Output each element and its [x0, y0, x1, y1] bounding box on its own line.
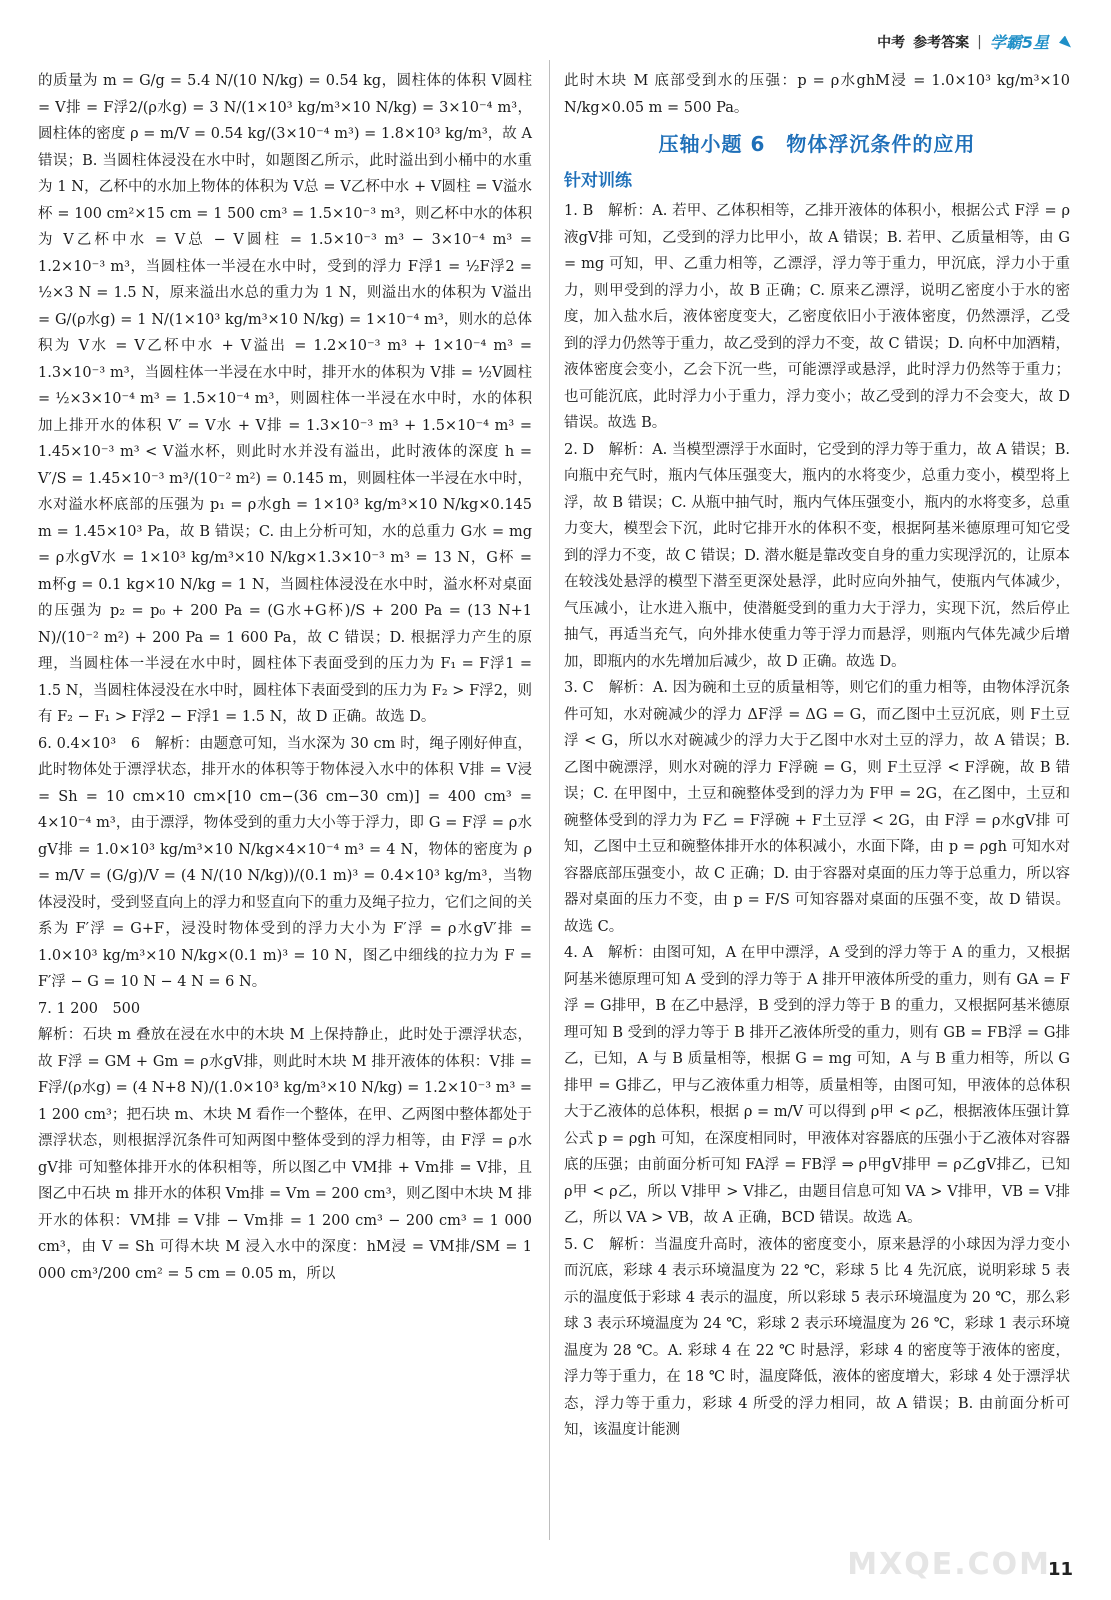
header-exam: 中考	[877, 34, 906, 51]
answer-item-2: 2. D 解析：A. 当模型漂浮于水面时，它受到的浮力等于重力，故 A 错误；B. 向瓶中充气时，瓶内气体压强变大，瓶内的水将变少，总重力变小，模型将上浮，故 B 错误；C. 从瓶中抽气时，瓶内气体压强变小，瓶内的水将变多，总重力变大，模型会下沉，此时它排开水的体积不变，根据阿基米德原理可知它受到的浮力不变，故 C 错误；D. 潜水艇是靠改变自身的重力实现浮沉的，让原本在较浅处悬浮的模型下潜至更深处悬浮，此时应向外抽气，使瓶内气体减少，气压减小，让水进入瓶中，使潜艇受到的重力大于浮力，实现下沉，然后停止抽气，再适当充气，向外排水使重力等于浮力而悬浮，则瓶内气体先减少后增加，即瓶内的水先增加后减少，故 D 正确。故选 D。	[564, 441, 1070, 670]
answer-item-4: 4. A 解析：由图可知，A 在甲中漂浮，A 受到的浮力等于 A 的重力，又根据阿基米德原理可知 A 受到的浮力等于 A 排开甲液体所受的重力，则有 GA = F浮 = G排甲，B 在乙中悬浮，B 受到的浮力等于 B 的重力，又根据阿基米德原理可知 B 受到的浮力等于 B 排开乙液体所受的重力，则有 GB = FB浮 = G排乙，已知，A 与 B 质量相等，根据 G = mg 可知，A 与 B 重力相等，所以 G排甲 = G排乙，甲与乙液体重力相等，质量相等，由图可知，甲液体的总体积大于乙液体的总体积，根据 ρ = m/V 可以得到 ρ甲 < ρ乙，根据液体压强计算公式 p = ρgh 可知，在深度相同时，甲液体对容器底的压强小于乙液体对容器底的压强；由前面分析可知 FA浮 = FB浮 ⇒ ρ甲gV排甲 = ρ乙gV排乙，已知 ρ甲 < ρ乙，所以 V排甲 > V排乙，由题目信息可知 VA > V排甲，VB = V排乙，所以 VA > VB，故 A 正确，BCD 错误。故选 A。	[564, 945, 1070, 1226]
answer-item-5: 5. C 解析：当温度升高时，液体的密度变小，原来悬浮的小球因为浮力变小而沉底，彩球 4 表示环境温度为 22 ℃，彩球 5 比 4 先沉底，说明彩球 5 表示的温度低于彩球 4 表示的温度，所以彩球 5 表示环境温度为 20 ℃，那么彩球 3 表示环境温度为 24 ℃，彩球 2 表示环境温度为 26 ℃，彩球 1 表示环境温度为 28 ℃。A. 彩球 4 在 22 ℃ 时悬浮，彩球 4 的密度等于液体的密度，浮力等于重力，在 18 ℃ 时，温度降低，液体的密度增大，彩球 4 处于漂浮状态，浮力等于重力，彩球 4 所受的浮力相同，故 A 错误；B. 由前面分析可知，该温度计能测	[564, 1236, 1070, 1438]
brand-pen-icon	[1059, 36, 1071, 48]
left-paragraph-4: 解析：石块 m 叠放在浸在水中的木块 M 上保持静止，此时处于漂浮状态，故 F浮 = GM + Gm = ρ水gV排，则此时木块 M 排开液体的体积：V排 = F浮/(ρ水g) = (4 N+8 N)/(1.0×10³ kg/m³×10 N/kg) = 1.2×10⁻³ m³ = 1 200 cm³；把石块 m、木块 M 看作一个整体，在甲、乙两图中整体都处于漂浮状态，则根据浮沉条件可知两图中整体受到的浮力相等，由 F浮 = ρ水gV排 可知整体排开水的体积相等，所以图乙中 VM排 + Vm排 = V排，且图乙中石块 m 排开水的体积 Vm排 = Vm = 200 cm³，则乙图中木块 M 排开水的体积：VM排 = V排 − Vm排 = 1 200 cm³ − 200 cm³ = 1 000 cm³，由 V = Sh 可得木块 M 浸入水中的深度：hM浸 = VM排/SM = 1 000 cm³/200 cm² = 5 cm = 0.05 m，所以	[38, 1027, 533, 1282]
sub-title: 针对训练	[564, 170, 632, 191]
page-header	[0, 0, 1111, 50]
left-paragraph-1: 的质量为 m = G/g = 5.4 N/(10 N/kg) = 0.54 kg，圆柱体的体积 V圆柱 = V排 = F浮2/(ρ水g) = 3 N/(1×10³ kg/m³×10 N/kg) = 3×10⁻⁴ m³，圆柱体的密度 ρ = m/V = 0.54 kg/(3×10⁻⁴ m³) = 1.8×10³ kg/m³，故 A 错误；B. 当圆柱体浸没在水中时，如题图乙所示，此时溢出到小桶中的水重为 1 N，乙杯中的水加上物体的体积为 V总 = V乙杯中水 + V圆柱 = V溢水杯 = 100 cm²×15 cm = 1 500 cm³ = 1.5×10⁻³ m³，则乙杯中水的体积为 V乙杯中水 = V总 − V圆柱 = 1.5×10⁻³ m³ − 3×10⁻⁴ m³ = 1.2×10⁻³ m³，当圆柱体一半浸在水中时，受到的浮力 F浮1 = ½F浮2 = ½×3 N = 1.5 N，原来溢出水总的重力为 1 N，则溢出水的体积为 V溢出 = G/(ρ水g) = 1 N/(1×10³ kg/m³×10 N/kg) = 1×10⁻⁴ m³，则水的总体积为 V水 = V乙杯中水 + V溢出 = 1.2×10⁻³ m³ + 1×10⁻⁴ m³ = 1.3×10⁻³ m³，当圆柱体一半浸在水中时，排开水的体积为 V排 = ½V圆柱 = ½×3×10⁻⁴ m³ = 1.5×10⁻⁴ m³，则圆柱体一半浸在水中时，水的体积加上排开水的体积 V′ = V水 + V排 = 1.3×10⁻³ m³ + 1.5×10⁻⁴ m³ = 1.45×10⁻³ m³ < V溢水杯，则此时水并没有溢出，此时液体的深度 h = V′/S = 1.45×10⁻³ m³/(10⁻² m²) = 0.145 m，则圆柱体一半浸在水中时，水对溢水杯底部的压强为 p₁ = ρ水gh = 1×10³ kg/m³×10 N/kg×0.145 m = 1.45×10³ Pa，故 B 错误；C. 由上分析可知，水的总重力 G水 = mg = ρ水gV水 = 1×10³ kg/m³×10 N/kg×1.3×10⁻³ m³ = 13 N，G杯 = m杯g = 0.1 kg×10 N/kg = 1 N，当圆柱体浸没在水中时，溢水杯对桌面的压强为 p₂ = p₀ + 200 Pa = (G水+G杯)/S + 200 Pa = (13 N+1 N)/(10⁻² m²) + 200 Pa = 1 600 Pa，故 C 错误；D. 根据浮力产生的原理，当圆柱体一半浸在水中时，圆柱体下表面受到的压力为 F₁ = F浮1 = 1.5 N，当圆柱体浸没在水中时，圆柱体下表面受到的压力为 F₂ > F浮2，则有 F₂ − F₁ > F浮2 − F浮1 = 1.5 N，故 D 正确。故选 D。	[38, 73, 532, 725]
answer-item-3: 3. C 解析：A. 因为碗和土豆的质量相等，则它们的重力相等，由物体浮沉条件可知，水对碗减少的浮力 ΔF浮 = ΔG = G，而乙图中土豆沉底，则 F土豆浮 < G，所以水对碗减少的浮力大于乙图中水对土豆的浮力，故 A 错误；B. 乙图中碗漂浮，则水对碗的浮力 F浮碗 = G，则 F土豆浮 < F浮碗，故 B 错误；C. 在甲图中，土豆和碗整体受到的浮力为 F甲 = 2G，在乙图中，土豆和碗整体受到的浮力为 F乙 = F浮碗 + F土豆浮 < 2G，由 F浮 = ρ水gV排 可知，乙图中土豆和碗整体排开水的体积减小，水面下降，由 p = ρgh 可知水对容器底部压强变小，故 C 正确；D. 由于容器对桌面的压力等于总重力，所以容器对桌面的压力不变，由 p = F/S 可知容器对桌面的压强不变，故 D 错误。故选 C。	[564, 680, 1070, 935]
header-brand: 学霸5星	[989, 33, 1049, 52]
right-intro: 此时木块 M 底部受到水的压强：p = ρ水ghM浸 = 1.0×10³ kg/m³×10 N/kg×0.05 m = 500 Pa。	[564, 73, 1070, 116]
header-text	[877, 30, 1071, 53]
left-paragraph-3: 7. 1 200 500	[38, 1000, 141, 1017]
left-column	[38, 68, 532, 1287]
section-title: 压轴小题 6 物体浮沉条件的应用	[658, 132, 976, 156]
column-divider	[549, 60, 550, 1540]
watermark: MXQE.COM	[847, 1547, 1051, 1582]
left-paragraph-2: 6. 0.4×10³ 6 解析：由题意可知，当水深为 30 cm 时，绳子刚好伸直，此时物体处于漂浮状态，排开水的体积等于物体浸入水中的体积 V排 = V浸 = Sh = 10 cm×10 cm×[10 cm−(36 cm−30 cm)] = 400 cm³ = 4×10⁻⁴ m³，由于漂浮，物体受到的重力大小等于浮力，即 G = F浮 = ρ水gV排 = 1.0×10³ kg/m³×10 N/kg×4×10⁻⁴ m³ = 4 N，物体的密度为 ρ = m/V = (G/g)/V = (4 N/(10 N/kg))/(0.1 m)³ = 0.4×10³ kg/m³，当物体浸没时，受到竖直向上的浮力和竖直向下的重力及绳子拉力，它们之间的关系为 F′浮 = G+F，浸没时物体受到的浮力大小为 F′浮 = ρ水gV′排 = 1.0×10³ kg/m³×10 N/kg×(0.1 m)³ = 10 N，图乙中细线的拉力为 F = F′浮 − G = 10 N − 4 N = 6 N。	[38, 735, 532, 990]
header-separator: |	[977, 33, 982, 50]
answer-item-1: 1. B 解析：A. 若甲、乙体积相等，乙排开液体的体积小，根据公式 F浮 = ρ液gV排 可知，乙受到的浮力比甲小，故 A 错误；B. 若甲、乙质量相等，由 G = mg 可知，甲、乙重力相等，乙漂浮，浮力等于重力，甲沉底，浮力小于重力，则甲受到的浮力小，故 B 正确；C. 原来乙漂浮，说明乙密度小于水的密度，加入盐水后，液体密度变大，乙密度依旧小于液体密度，仍然漂浮，乙受到的浮力仍然等于重力，故乙受到的浮力不变，故 C 错误；D. 向杯中加酒精，液体密度会变小，乙会下沉一些，可能漂浮或悬浮，此时浮力仍然等于重力；也可能沉底，此时浮力小于重力，浮力变小；故乙受到的浮力不会变大，故 D 错误。故选 B。	[564, 203, 1070, 431]
header-section: 参考答案	[913, 34, 970, 51]
page-number: 11	[1047, 1559, 1073, 1580]
right-column	[564, 68, 1070, 1444]
